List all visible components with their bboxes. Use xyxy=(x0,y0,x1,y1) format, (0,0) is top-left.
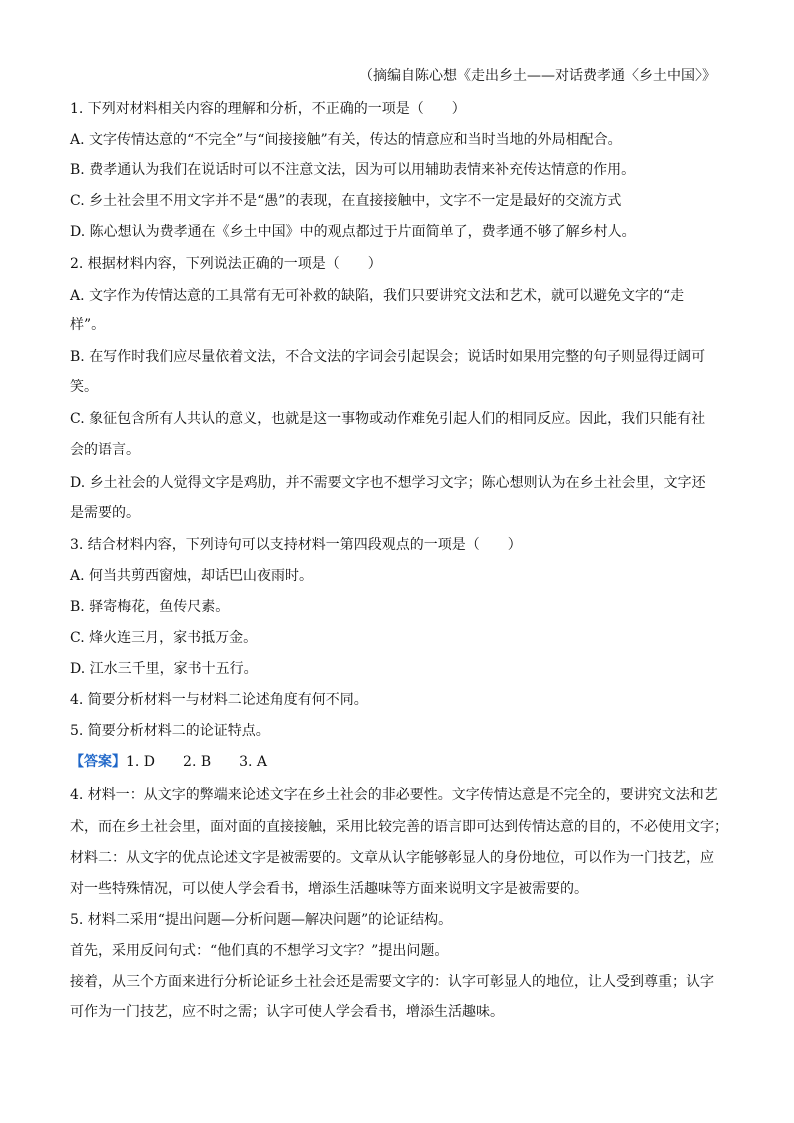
q2-option-b-line2: 笑。 xyxy=(70,379,98,395)
answer4-line3: 材料二：从文字的优点论述文字是被需要的。文章从认字能够彰显人的身份地位，可以作为一门技艺，应 xyxy=(70,850,714,866)
q3-stem: 3. 结合材料内容，下列诗句可以支持材料一第四段观点的一项是（ ） xyxy=(70,537,522,553)
answer-row xyxy=(70,752,730,772)
answer4-line4: 对一些特殊情况，可以使人学会看书，增添生活趣味等方面来说明文字是被需要的。 xyxy=(70,881,588,897)
q5-stem: 5. 简要分析材料二的论证特点。 xyxy=(70,723,270,739)
answer5-line2: 首先，采用反问句式：“他们真的不想学习文字？”提出问题。 xyxy=(70,943,449,959)
q4-stem: 4. 简要分析材料一与材料二论述角度有何不同。 xyxy=(70,692,368,708)
q1-stem: 1. 下列对材料相关内容的理解和分析，不正确的一项是（ ） xyxy=(70,101,466,117)
q2-stem: 2. 根据材料内容，下列说法正确的一项是（ ） xyxy=(70,256,382,272)
q2-option-c-line2: 会的语言。 xyxy=(70,442,140,458)
q2-option-c-line1: C. 象征包含所有人共认的意义，也就是这一事物或动作难免引起人们的相同反应。因此，我们只能有社 xyxy=(70,411,706,427)
q1-option-c: C. 乡土社会里不用文字并不是“愚”的表现，在直接接触中，文字不一定是最好的交流方式 xyxy=(70,193,622,209)
q2-option-a-line1: A. 文字作为传情达意的工具常有无可补救的缺陷，我们只要讲究文法和艺术，就可以避免文字的“走 xyxy=(70,288,685,304)
q3-option-a: A. 何当共剪西窗烛，却话巴山夜雨时。 xyxy=(70,568,314,584)
q3-option-d: D. 江水三千里，家书十五行。 xyxy=(70,661,258,677)
answer4-line2: 术，而在乡土社会里，面对面的直接接触，采用比较完善的语言即可达到传情达意的目的，不必使用文字； xyxy=(70,819,728,835)
answer-choices: 1. D 2. B 3. A xyxy=(126,754,268,770)
q1-option-d: D. 陈心想认为费孝通在《乡土中国》中的观点都过于片面简单了，费孝通不够了解乡村人。 xyxy=(70,224,636,240)
q3-option-b: B. 驿寄梅花，鱼传尺素。 xyxy=(70,599,230,615)
answer4-line1: 4. 材料一：从文字的弊端来论述文字在乡土社会的非必要性。文字传情达意是不完全的，要讲究文法和艺 xyxy=(70,787,718,803)
q2-option-d-line2: 是需要的。 xyxy=(70,505,140,521)
answer-tag: 【答案】 xyxy=(70,754,126,770)
q3-option-c: C. 烽火连三月，家书抵万金。 xyxy=(70,630,258,646)
q1-option-b: B. 费孝通认为我们在说话时可以不注意文法，因为可以用辅助表情来补充传达情意的作用。 xyxy=(70,162,636,178)
q2-option-d-line1: D. 乡土社会的人觉得文字是鸡肋，并不需要文字也不想学习文字；陈心想则认为在乡土社会里，文字还 xyxy=(70,475,706,491)
q1-option-a: A. 文字传情达意的“不完全”与“间接接触”有关，传达的情意应和当时当地的外局相配合。 xyxy=(70,132,622,148)
q2-option-a-line2: 样”。 xyxy=(70,317,106,333)
source-citation: （摘编自陈心想《走出乡土——对话费孝通〈乡土中国〉》 xyxy=(359,68,716,84)
answer5-line1: 5. 材料二采用“提出问题—分析问题—解决问题”的论证结构。 xyxy=(70,912,453,928)
answer5-line4: 可作为一门技艺，应不时之需；认字可使人学会看书，增添生活趣味。 xyxy=(70,1004,504,1020)
answer5-line3: 接着，从三个方面来进行分析论证乡土社会还是需要文字的：认字可彰显人的地位，让人受到尊重；认字 xyxy=(70,974,714,990)
q2-option-b-line1: B. 在写作时我们应尽量依着文法，不合文法的字词会引起误会；说话时如果用完整的句子则显得迂阔可 xyxy=(70,349,706,365)
